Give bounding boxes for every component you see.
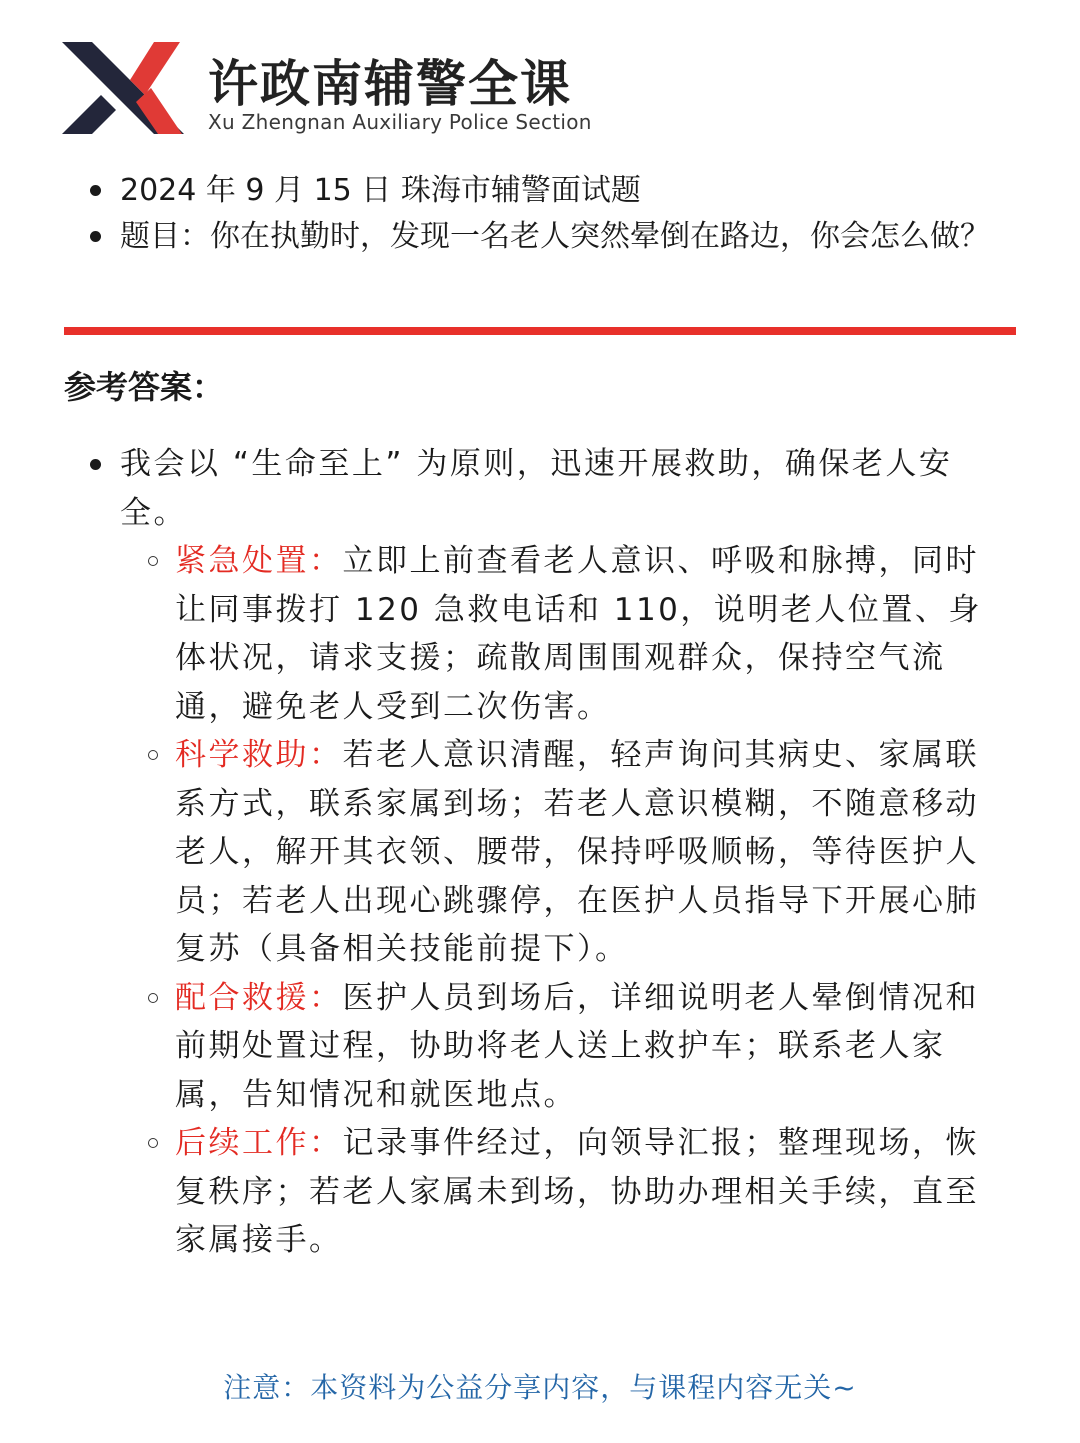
bullet-dot	[90, 185, 101, 196]
answer-block	[120, 440, 1000, 1265]
answer-step-rescue	[175, 731, 1000, 974]
step-label: 配合救援：	[175, 979, 343, 1016]
answer-step-cooperate	[175, 974, 1000, 1120]
answer-intro-text: 我会以 “生命至上” 为原则，迅速开展救助，确保老人安全。	[120, 446, 953, 531]
answer-heading: 参考答案：	[64, 368, 225, 406]
step-text: 医护人员到场后，详细说明老人晕倒情况和前期处置过程，协助将老人送上救护车；联系老人家属，告知情况和就医地点。	[175, 979, 979, 1113]
brand-subtitle: Xu Zhengnan Auxiliary Police Section	[208, 110, 592, 134]
ring-bullet	[148, 750, 158, 760]
question-prompt-text: 题目：你在执勤时，发现一名老人突然晕倒在路边，你会怎么做？	[120, 219, 990, 254]
bullet-dot	[90, 459, 101, 470]
step-label: 紧急处置：	[175, 543, 343, 579]
step-text: 记录事件经过，向领导汇报；整理现场，恢复秩序；若老人家属未到场，协助办理相关手续，直至家属接手。	[175, 1125, 979, 1258]
answer-steps	[120, 537, 1000, 1265]
section-divider	[64, 327, 1016, 335]
brand-header	[62, 40, 622, 140]
step-label: 科学救助：	[175, 737, 343, 773]
bullet-dot	[90, 231, 101, 242]
answer-step-followup	[175, 1119, 1000, 1265]
answer-intro	[120, 440, 1000, 537]
question-date-text: 2024 年 9 月 15 日 珠海市辅警面试题	[120, 173, 641, 208]
ring-bullet	[148, 556, 158, 566]
question-date-line	[120, 168, 1020, 214]
ring-bullet	[148, 993, 158, 1003]
step-label: 后续工作：	[175, 1125, 343, 1161]
ring-bullet	[148, 1138, 158, 1148]
step-text: 立即上前查看老人意识、呼吸和脉搏，同时让同事拨打 120 急救电话和 110，说明老人位置、身体状况，请求支援；疏散周围围观群众，保持空气流通，避免老人受到二次伤害。	[175, 543, 982, 725]
brand-title: 许政南辅警全课	[208, 55, 572, 113]
x-logo-icon	[62, 40, 184, 136]
question-list	[120, 168, 1020, 260]
step-text: 若老人意识清醒，轻声询问其病史、家属联系方式，联系家属到场；若老人意识模糊，不随意移动老人，解开其衣领、腰带，保持呼吸顺畅，等待医护人员；若老人出现心跳骤停，在医护人员指导下开展心肺复苏（具备相关技能前提下）。	[175, 737, 979, 967]
footer-note: 注意：本资料为公益分享内容，与课程内容无关~	[223, 1371, 857, 1404]
question-prompt-line	[120, 214, 1020, 260]
answer-step-emergency	[175, 537, 1000, 731]
